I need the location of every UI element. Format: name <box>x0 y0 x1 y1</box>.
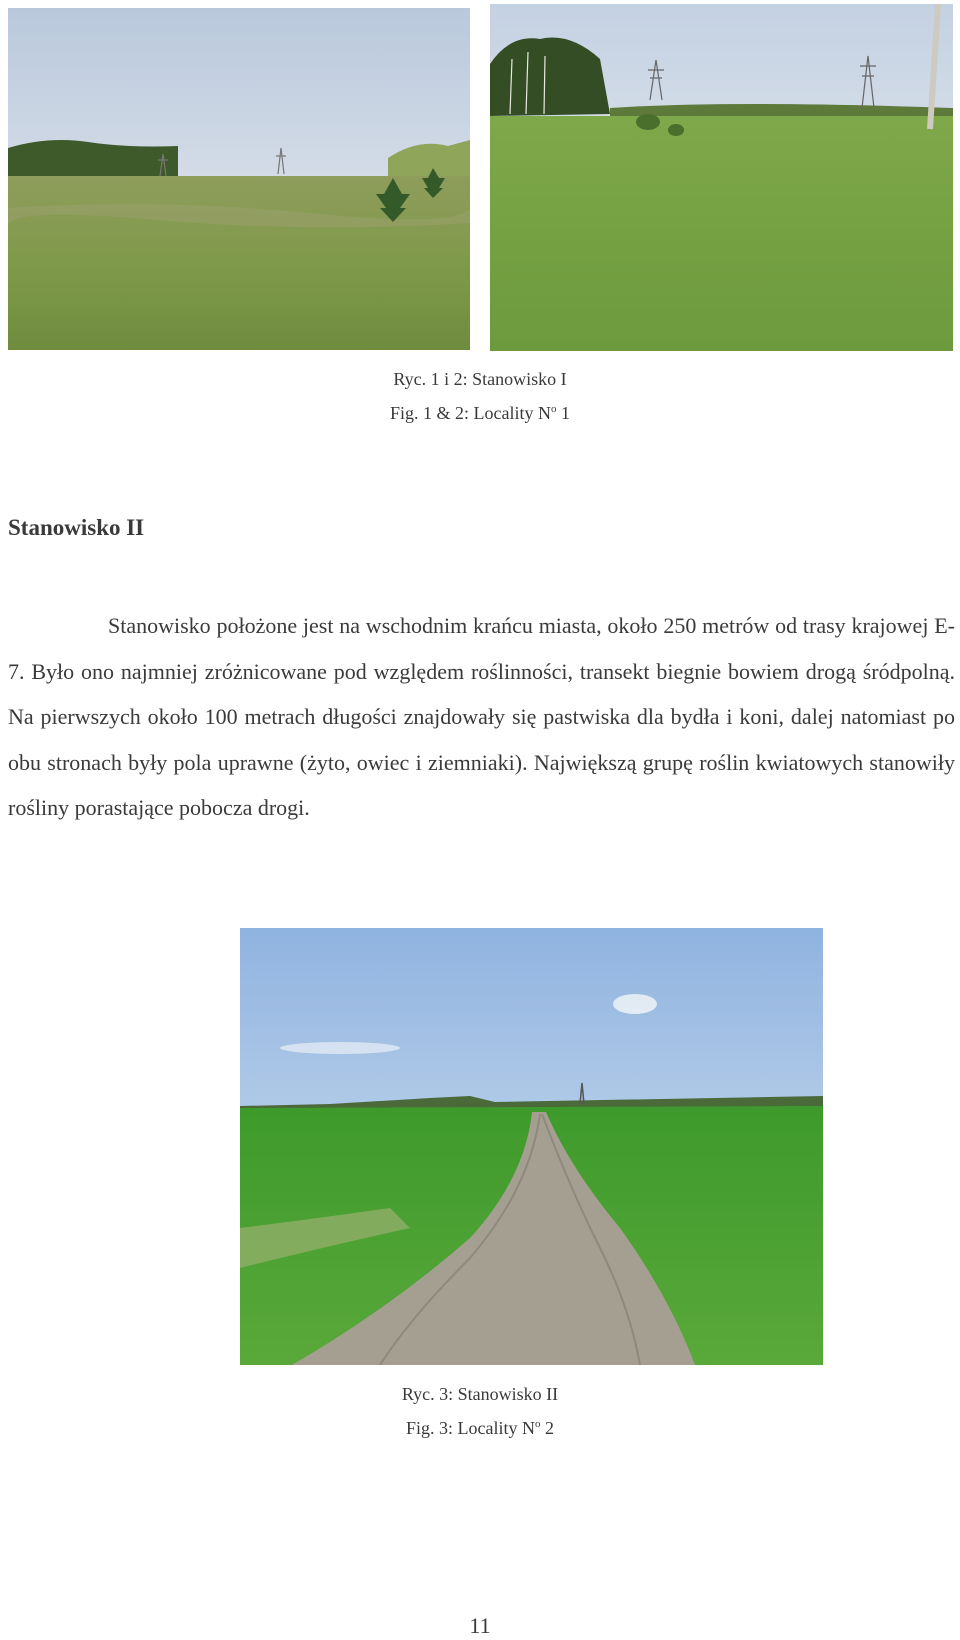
caption-english-prefix: Fig. 3: Locality N <box>406 1418 535 1438</box>
caption-polish: Ryc. 1 i 2: Stanowisko I <box>393 369 567 389</box>
figure-caption-1-2 <box>0 362 960 430</box>
caption-polish: Ryc. 3: Stanowisko II <box>401 1384 559 1404</box>
section-heading: Stanowisko II <box>8 515 145 540</box>
body-paragraph: Stanowisko położone jest na wschodnim krańcu miasta, około 250 metrów od trasy krajowej E-7. Było ono najmniej zróżnicowane pod względem roślinności, transekt biegnie bowiem drogą śródpolną. Na pierwszych około 100 metrach długości znajdowały się pastwiska dla bydła i koni, dalej natomiast po obu stronach były pola uprawne (żyto, owiec i ziemniaki). Największą grupę roślin kwiatowych stanowiły rośliny porastające pobocza drogi. <box>8 613 955 820</box>
caption-english-superscript: o <box>551 403 557 415</box>
caption-english-suffix: 2 <box>540 1418 554 1438</box>
caption-english-suffix: 1 <box>556 403 570 423</box>
caption-english-prefix: Fig. 1 & 2: Locality N <box>390 403 551 423</box>
caption-english-superscript: o <box>535 1418 541 1430</box>
photo-meadow-locality-1 <box>8 8 470 350</box>
figure-caption-3 <box>0 1377 960 1445</box>
field-road-photo-illustration <box>240 928 823 1365</box>
page-number: 11 <box>469 1613 491 1638</box>
photo-field-road-locality-2 <box>240 928 823 1365</box>
photo-grassland-locality-1 <box>490 4 953 351</box>
caption-english <box>0 396 960 430</box>
caption-english <box>0 1411 960 1445</box>
grassland-photo-illustration <box>490 4 953 351</box>
meadow-photo-illustration <box>8 8 470 350</box>
